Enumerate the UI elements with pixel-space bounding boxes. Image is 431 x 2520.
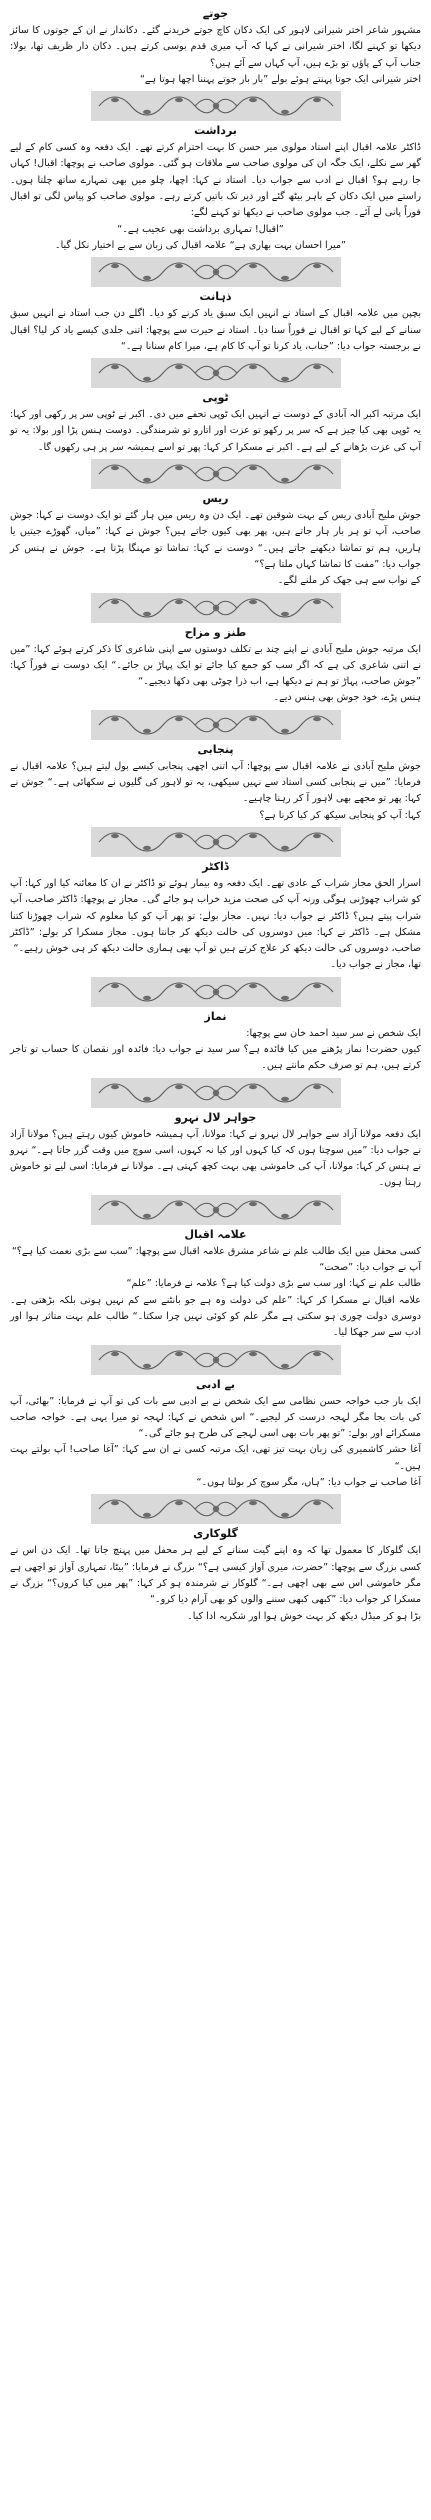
section-title: بے ادبی [195, 1377, 236, 1391]
section-intelligence [10, 290, 421, 388]
section-paragraph: ایک مرتبہ اکبر الہ آبادی کے دوست نے انہیں ایک ٹوپی تحفے میں دی۔ اکبر نے ٹوپی سر پر رکھی اور کہا: یہ ٹوپی بھی کیا چیز ہے کہ سر پر رکھو تو عزت اور اتارو تو شرمندگی۔ دوست ہنس پڑا اور بولا: یہ تو آپ کی عزت بڑھانے کے لیے ہے۔ اکبر نے مسکرا کر کہا: پھر تو اسے ہمیشہ سر پر ہی رکھوں گا۔ [10, 409, 421, 453]
section-race [10, 492, 421, 622]
section-paragraph: کیوں حضرت! نماز پڑھنے میں کیا فائدہ ہے؟ سر سید نے جواب دیا: فائدہ اور نقصان کا حساب تو تاجر کرتے ہیں، ہم تو صرف حکم مانتے ہیں۔ [10, 1043, 421, 1072]
floral-ornament-divider [91, 459, 341, 489]
section-paragraph: طالب علم نے کہا: اور سب سے بڑی دولت کیا ہے؟ علامہ نے فرمایا: ”علم“ [126, 1278, 421, 1290]
section-title: ریس [202, 492, 229, 506]
section-paragraph: آغا حشر کاشمیری کی زبان بہت تیز تھی، ایک مرتبہ کسی نے ان سے کہا: ”آغا صاحب! آپ بولتے بہت ہیں۔“ [10, 1444, 421, 1472]
section-paragraph: ایک دفعہ مولانا آزاد سے جواہر لال نہرو نے کہا: مولانا، آپ ہمیشہ خاموش کیوں رہتے ہیں؟ مولانا آزاد نے جواب دیا: ”میں سوچتا ہوں کہ کیا کہوں اور کیا نہ کہوں، اسی سوچ میں وقت گزر جاتا ہے۔“ نہرو نے ہنس کر کہا: مولانا، آپ کی خاموشی بھی بہت کچھ کہتی ہے۔ مولانا نے فرمایا: اسی لیے تو خاموش رہتا ہوں۔ [10, 1128, 421, 1189]
section-paragraph: تھا، مجاز نے جواب دیا۔ [330, 959, 421, 971]
floral-ornament-divider [91, 827, 341, 857]
section-paragraph: ایک بار جب خواجہ حسن نظامی سے ایک شخص نے بے ادبی سے بات کی تو آپ نے فرمایا: ”بھائی، آپ کی بات بجا مگر لہجہ درست کر لیجیے۔“ اس شخص نے کہا: لہجہ تو میرا یہی ہے۔ خواجہ صاحب مسکرائے اور بولے: ”تو پھر بات بھی اسی لہجے کی طرح ہو جائے گی۔“ [10, 1395, 421, 1440]
section-paragraph: علامہ اقبال نے مسکرا کر کہا: ”علم کی دولت وہ ہے جو بانٹنے سے کم نہیں ہوتی بلکہ بڑھتی ہے۔ دوسری دولت چوری ہو سکتی ہے مگر علم کو کوئی نہیں چرا سکتا۔“ طالب علم بہت متاثر ہوا اور ادب سے سر جھکا لیا۔ [10, 1294, 421, 1339]
section-paragraph: بڑا ہو کر میڈل دیکھ کر بہت خوش ہوا اور شکریہ ادا کیا۔ [187, 1610, 421, 1622]
section-paragraph: جوش ملیح آبادی نے علامہ اقبال سے پوچھا: آپ اتنی اچھی پنجابی کیسے بول لیتے ہیں؟ علامہ اقبال نے فرمایا: ”میں نے پنجابی کسی استاد سے نہیں سیکھی، یہ تو لاہور کی گلیوں نے سکھائی ہے۔“ جوش نے کہا: پھر تو مجھے بھی لاہور آ کر رہنا چاہیے۔ [10, 760, 421, 805]
section-shoes [10, 7, 421, 121]
section-prayer [10, 1010, 421, 1108]
floral-ornament-divider [91, 358, 341, 388]
section-title: جوتے [202, 7, 229, 20]
floral-ornament-divider [91, 1195, 341, 1225]
section-paragraph: ڈاکٹر علامہ اقبال اپنے استاد مولوی میر حسن کا بہت احترام کرتے تھے۔ ایک دفعہ وہ کسی کام کے لیے گھر سے نکلے، ایک جگہ ان کی مولوی صاحب سے ملاقات ہو گئی۔ مولوی صاحب نے پوچھا: اقبال! کہاں جا رہے ہو؟ اقبال نے ادب سے جواب دیا۔ استاد نے کہا: اچھا، چلو میں بھی تمہارے ساتھ چلتا ہوں۔ راستے میں ایک دکان کے باہر بیٹھ گئے اور دیر تک باتیں کرتے رہے۔ مولوی صاحب کو پیاس لگی تو اقبال فوراً پانی لے آئے۔ جب مولوی صاحب نے دیکھا تو کہنے لگے: [10, 142, 421, 219]
section-paragraph: ایک مرتبہ جوش ملیح آبادی نے اپنے چند بے تکلف دوستوں سے اپنی شاعری کا ذکر کرتے ہوئے کہا: ”میں نے اتنی شاعری کی ہے کہ اگر سب کو جمع کیا جائے تو ایک پہاڑ بن جائے۔“ ایک دوست نے فوراً کہا: ”جوش صاحب، پہاڑ تو ہم نے دیکھا ہے، اب ذرا چوٹی بھی دکھا دیجیے۔“ [10, 643, 421, 688]
section-cap [10, 391, 421, 489]
section-title: برداشت [194, 124, 237, 138]
section-paragraph: بچپن میں علامہ اقبال کے استاد نے انہیں ایک سبق یاد کرنے کو دیا۔ اگلے دن جب استاد نے انہیں سبق سنانے کے لیے کہا تو اقبال نے فوراً سنا دیا۔ استاد نے حیرت سے پوچھا: اتنی جلدی کیسے یاد کر لیا؟ اقبال نے برجستہ جواب دیا: ”جناب، یاد کرنا تو آپ کا کام ہے، میرا کام سنانا ہے۔“ [10, 308, 421, 352]
section-paragraph: آپ نے جواب دیا: ”صحت“ [319, 1262, 421, 1274]
section-doctor [10, 860, 421, 1007]
section-paragraph: کہا: آپ کو پنجابی سیکھ کر کیا کرنا ہے؟ [259, 809, 421, 821]
section-quote: ”اقبال! تمہاری برداشت بھی عجیب ہے۔“ [117, 223, 284, 235]
section-quote: ”میرا احسان بہت بھاری ہے“ علامہ اقبال کی زبان سے بے اختیار نکل گیا۔ [54, 239, 347, 251]
section-title: جواہر لال نہرو [174, 1110, 257, 1124]
section-title: نماز [204, 1009, 227, 1023]
section-tolerance [10, 124, 421, 287]
section-paragraph: اختر شیرانی ایک جوتا پہنتے ہوئے بولے ”بار بار جوتے پہننا اچھا ہوتا ہے“ [139, 73, 421, 85]
section-singing [10, 1527, 421, 1624]
section-title: ٹوپی [202, 391, 229, 405]
section-title: علامہ اقبال [184, 1227, 247, 1241]
section-paragraph: مشہور شاعر اختر شیرانی لاہور کی ایک دکان کاچ جوتے خریدنے گئے۔ دکاندار نے ان کے جوتوں کا سائز دیکھا تو کہنے لگا، اختر شیرانی نے کہا کہ آپ میری قدم بوسی کرتے ہیں۔ دکان دار ظریف تھا، بولا: جناب آپ کے پاؤں تو بڑے ہیں، آپ کہاں سے آئے ہیں؟ [10, 25, 421, 69]
floral-ornament-divider [91, 593, 341, 623]
section-nehru [10, 1111, 421, 1225]
floral-ornament-divider [91, 1494, 341, 1524]
section-disrespect [10, 1378, 421, 1525]
section-paragraph: ہنس پڑے، خود جوش بھی ہنس دیے۔ [273, 692, 421, 704]
section-paragraph: اسرار الحق مجاز شراب کے عادی تھے۔ ایک دفعہ وہ بیمار ہوئے تو ڈاکٹر نے ان کا معائنہ کیا اور کہا: آپ کو شراب چھوڑنی ہوگی ورنہ آپ کی صحت مزید خراب ہو جائے گی۔ مجاز نے پوچھا: ڈاکٹر صاحب، آپ شراب پیتے ہیں؟ ڈاکٹر نے جواب دیا: نہیں۔ مجاز بولے: تو پھر آپ کو کیا معلوم کہ شراب چھوڑنا کتنا مشکل ہے۔ ڈاکٹر نے کہا: میں دوسروں کی حالت دیکھ کر جانتا ہوں۔ مجاز مسکرا کر بولے: ”ڈاکٹر صاحب، دوسروں کی حالت دیکھ کر علاج کرتے ہیں تو آپ بھی ہماری حالت دیکھ کر ہی خوش رہیے۔“ [10, 877, 421, 955]
floral-ornament-divider [91, 257, 341, 287]
section-title: پنجابی [197, 742, 234, 756]
section-punjabi [10, 743, 421, 857]
section-paragraph: آغا صاحب نے جواب دیا: ”ہاں، مگر سوچ کر بولتا ہوں۔“ [196, 1477, 421, 1489]
section-paragraph: ایک گلوکار کا معمول تھا کہ وہ اپنے گیت سنانے کے لیے ہر محفل میں پہنچ جاتا تھا۔ ایک دن اس نے کسی بزرگ سے پوچھا: ”حضرت، میری آواز کیسی ہے؟“ بزرگ نے فرمایا: ”بیٹا، تمہاری آواز تو اچھی ہے مگر خاموشی اس سے بھی اچھی ہے۔“ گلوکار نے شرمندہ ہو کر کہا: ”پھر میں کیا کروں؟“ بزرگ نے مسکرا کر جواب دیا: ”کبھی کبھی سننے والوں کو بھی آرام دیا کرو۔“ [10, 1545, 421, 1606]
floral-ornament-divider [91, 91, 341, 121]
floral-ornament-divider [91, 1345, 341, 1375]
section-title: ڈاکٹر [202, 859, 229, 873]
floral-ornament-divider [91, 977, 341, 1007]
section-paragraph: کسی محفل میں ایک طالب علم نے شاعر مشرق علامہ اقبال سے پوچھا: ”سب سے بڑی نعمت کیا ہے؟“ [11, 1245, 421, 1257]
section-paragraph: کے نواب سے ہی جھک کر ملنے لگے۔ [277, 575, 421, 587]
section-iqbal [10, 1228, 421, 1375]
section-humor [10, 626, 421, 740]
section-title: گلوکاری [193, 1527, 238, 1541]
section-title: ذہانت [199, 290, 232, 304]
section-paragraph: جوش ملیح آبادی ریس کے بہت شوقین تھے۔ ایک دن وہ ریس میں ہار گئے تو ایک دوست نے کہا: جوش صاحب، آپ تو ہر بار ہار جاتے ہیں، پھر بھی کیوں جاتے ہیں؟ جوش نے کہا: ”میاں، گھوڑے جیتیں یا ہاریں، ہم تو تماشا دیکھنے جاتے ہیں۔“ دوست نے کہا: تماشا تو مہنگا پڑتا ہے۔ جوش نے ہنس کر جواب دیا: ”مفت کا تماشا کہاں ملتا ہے؟“ [10, 510, 421, 570]
floral-ornament-divider [91, 710, 341, 740]
section-paragraph: ایک شخص نے سر سید احمد خان سے پوچھا: [246, 1027, 421, 1039]
floral-ornament-divider [91, 1078, 341, 1108]
section-title: طنز و مزاح [184, 625, 247, 639]
